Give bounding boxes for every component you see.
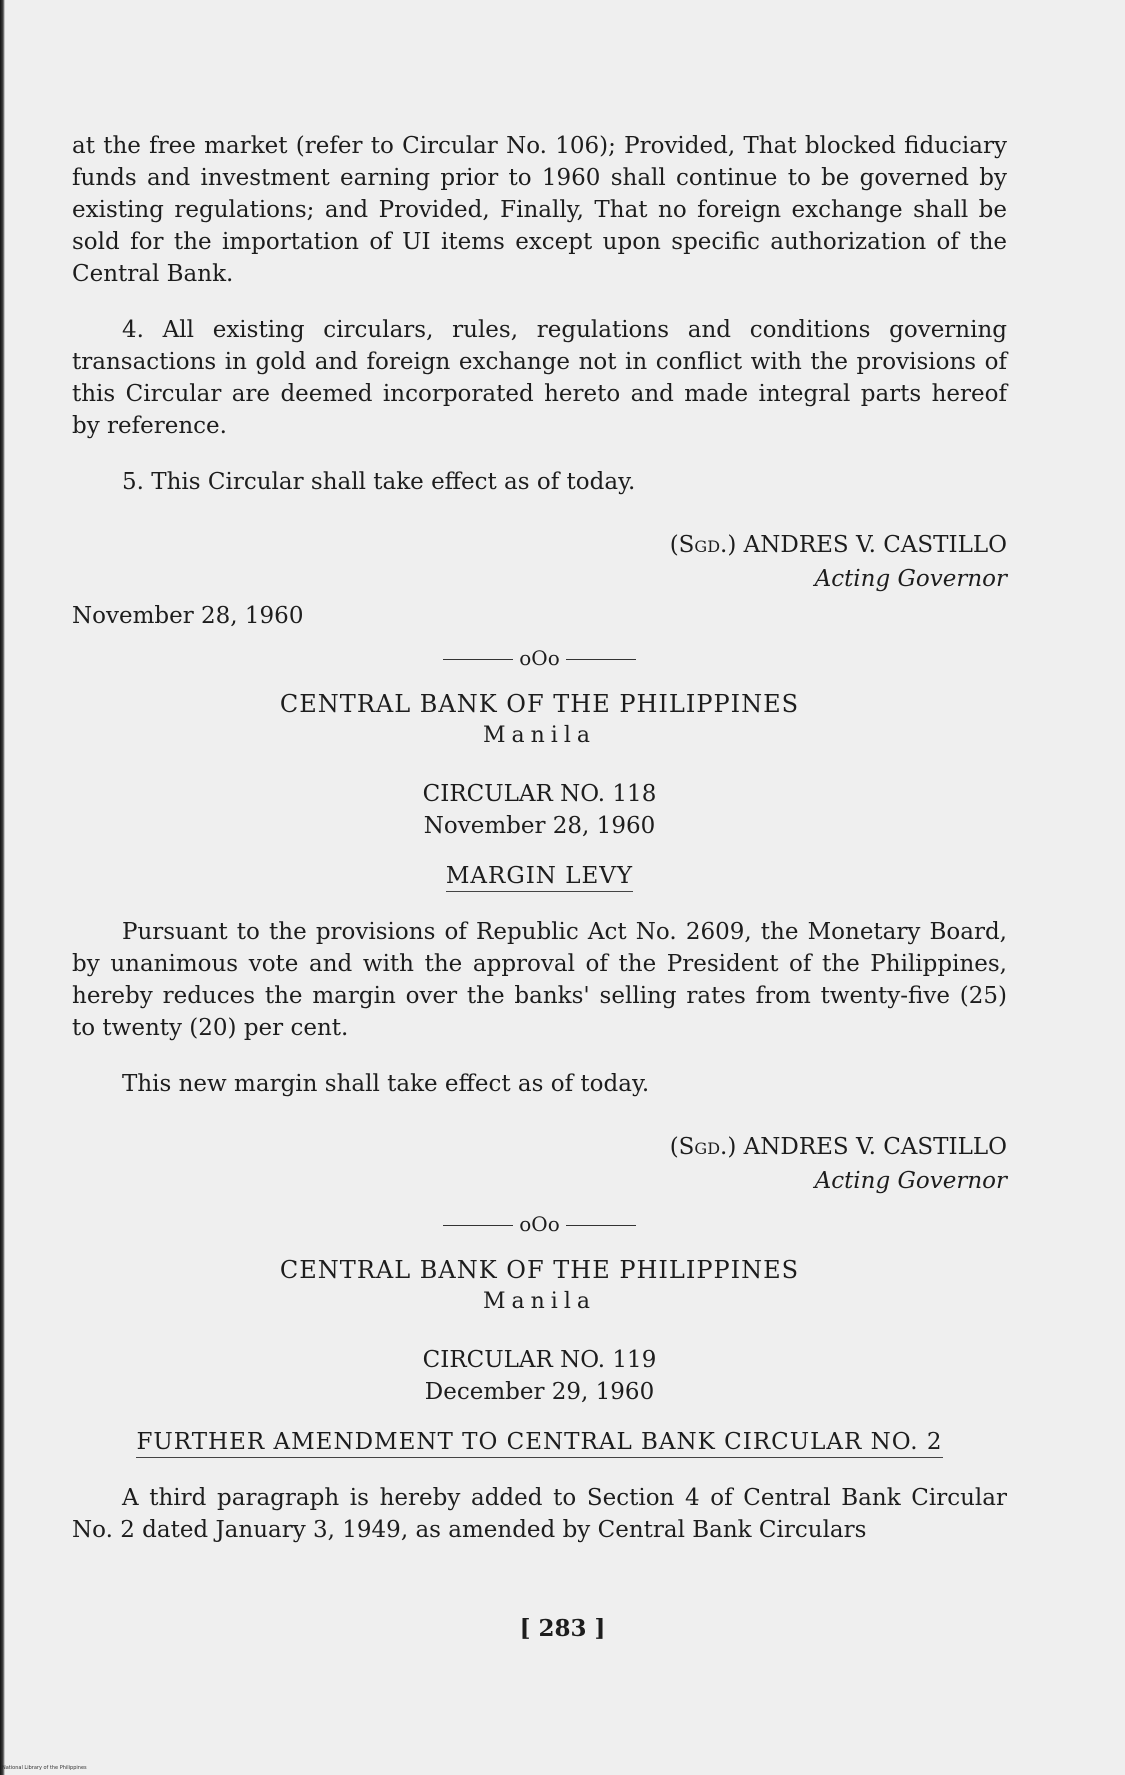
page-edge xyxy=(0,0,5,1775)
circular-date-119: December 29, 1960 xyxy=(424,1379,655,1405)
section-separator: oOo xyxy=(72,642,1007,674)
signatory-name: ANDRES V. CASTILLO xyxy=(743,532,1007,558)
signatory-name: ANDRES V. CASTILLO xyxy=(743,1134,1007,1160)
section-separator: oOo xyxy=(72,1208,1007,1240)
signatory-title: Acting Governor xyxy=(814,566,1007,592)
circular-118-paragraph-1: Pursuant to the provisions of Republic Act No. 2609, the Monetary Board, by unanimous vote and with the approval of the President of the Philippines, hereby reduces the margin over the banks' selling rates from twenty-five (25) to twenty (20) per cent. xyxy=(72,919,1007,1041)
bank-heading-118: CENTRAL BANK OF THE PHILIPPINES xyxy=(279,690,800,718)
circular-number-118: CIRCULAR NO. 118 xyxy=(422,781,657,807)
circular-118-paragraph-2: This new margin shall take effect as of today. xyxy=(122,1071,650,1097)
city-119: Manila xyxy=(483,1289,596,1314)
item-4: 4. All existing circulars, rules, regulations and conditions governing transactions in gold and foreign exchange not in conflict with the provisions of this Circular are deemed incorporated hereto and made integral parts hereof by reference. xyxy=(72,317,1007,439)
issue-date: November 28, 1960 xyxy=(72,603,304,629)
circular-119-paragraph-1: A third paragraph is hereby added to Section 4 of Central Bank Circular No. 2 dated January 3, 1949, as amended by Central Bank Circulars xyxy=(72,1485,1007,1543)
subject-119: FURTHER AMENDMENT TO CENTRAL BANK CIRCULAR NO. 2 xyxy=(72,1426,1007,1458)
circular-date-118: November 28, 1960 xyxy=(423,813,656,839)
page-number: [ 283 ] xyxy=(519,1615,606,1642)
page-content xyxy=(72,130,1007,1546)
signatory-title: Acting Governor xyxy=(814,1168,1007,1194)
sgd-label: (Sgd.) xyxy=(669,1134,737,1160)
city-118: Manila xyxy=(483,723,596,748)
subject-118: MARGIN LEVY xyxy=(72,860,1007,892)
sgd-label: (Sgd.) xyxy=(669,532,737,558)
scan-footer: National Library of the Philippines xyxy=(2,1765,87,1771)
signature-block-1 xyxy=(72,528,1007,596)
bank-heading-119: CENTRAL BANK OF THE PHILIPPINES xyxy=(279,1256,800,1284)
circular-number-119: CIRCULAR NO. 119 xyxy=(422,1347,657,1373)
item-5: 5. This Circular shall take effect as of today. xyxy=(122,469,636,495)
signature-block-2 xyxy=(72,1130,1007,1198)
top-paragraph: at the free market (refer to Circular No. 106); Provided, That blocked fiduciary funds and investment earning prior to 1960 shall continue to be governed by existing regulations; and Provided, Finally, That no foreign exchange shall be sold for the importation of UI items except upon specific authorization of the Central Bank. xyxy=(72,133,1007,287)
